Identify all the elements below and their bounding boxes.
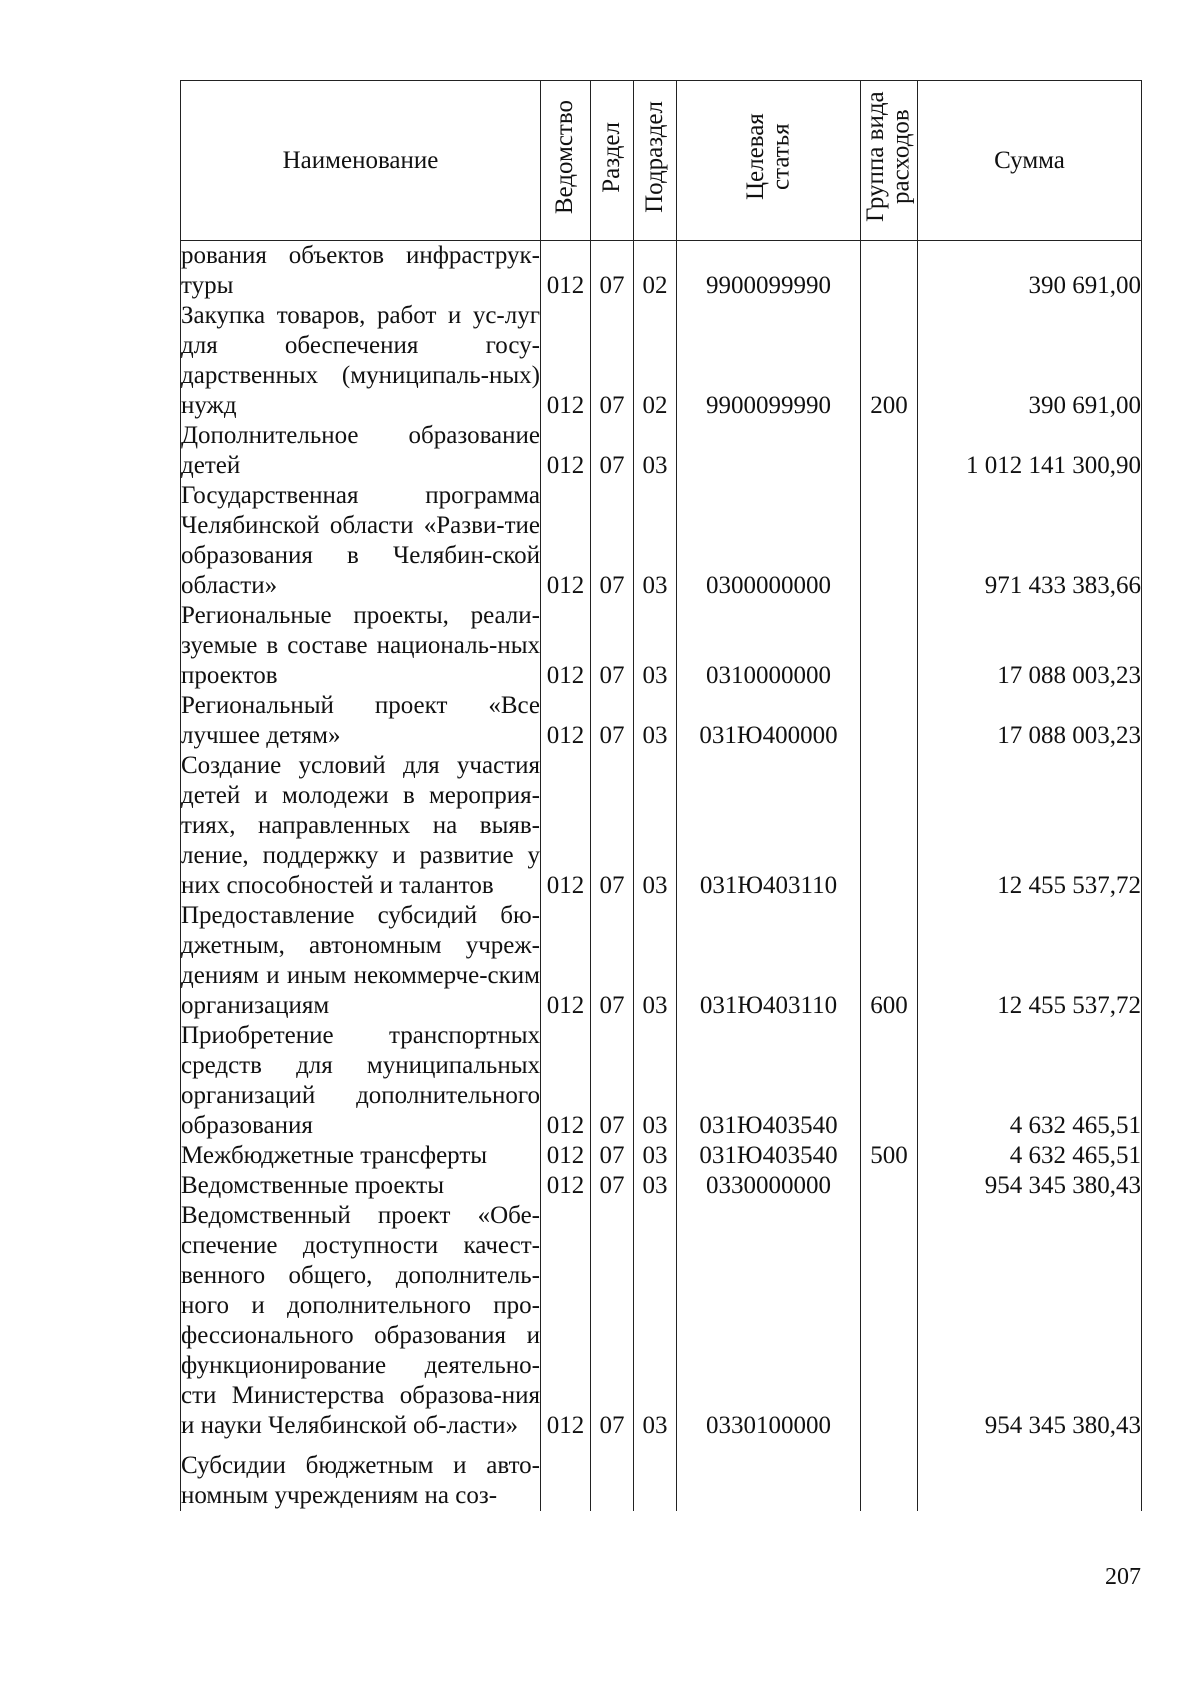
cell-subsection: 03 [634,901,677,1021]
cell-expense-group [861,481,918,601]
cell-target-article: 031Ю403540 [677,1141,861,1171]
cell-department: 012 [541,1021,591,1141]
cell-expense-group [861,421,918,481]
cell-name: Региональный проект «Все лучшее детям» [181,692,540,749]
cell-name: Закупка товаров, работ и ус-луг для обеспечения госу-дарственных (муниципаль-ных) нужд [181,302,540,419]
cell-subsection: 03 [634,601,677,691]
cell-amount: 390 691,00 [918,301,1142,421]
cell-department: 012 [541,601,591,691]
cell-department: 012 [541,481,591,601]
table-row [181,691,1142,751]
cell-expense-group: 500 [861,1141,918,1171]
cell-department: 012 [541,691,591,751]
cell-amount: 4 632 465,51 [918,1141,1142,1171]
cell-subsection: 03 [634,1201,677,1441]
cell-section: 07 [591,1201,634,1441]
cell-expense-group [861,241,918,302]
cell-target-article: 031Ю403110 [677,751,861,901]
cell-target-article: 9900099990 [677,241,861,302]
table-row [181,1441,1142,1511]
cell-expense-group [861,691,918,751]
cell-subsection: 03 [634,421,677,481]
table-row [181,751,1142,901]
cell-amount: 12 455 537,72 [918,901,1142,1021]
table-body [181,241,1142,1512]
cell-department: 012 [541,1201,591,1441]
cell-subsection: 03 [634,481,677,601]
cell-department: 012 [541,901,591,1021]
cell-expense-group [861,601,918,691]
cell-name: рования объектов инфраструк-туры [181,242,540,299]
cell-amount: 17 088 003,23 [918,691,1142,751]
cell-target-article: 9900099990 [677,301,861,421]
table-row [181,1171,1142,1201]
cell-target-article [677,1441,861,1511]
header-department: Ведомство [541,81,591,241]
cell-expense-group [861,751,918,901]
cell-section: 07 [591,901,634,1021]
cell-department [541,1441,591,1511]
cell-section: 07 [591,1171,634,1201]
header-subsection: Подраздел [634,81,677,241]
cell-subsection: 03 [634,751,677,901]
cell-section: 07 [591,481,634,601]
header-section: Раздел [591,81,634,241]
cell-target-article [677,421,861,481]
cell-target-article: 0330000000 [677,1171,861,1201]
cell-expense-group [861,1441,918,1511]
cell-name: Субсидии бюджетным и авто-номным учреждениям на соз- [181,1441,541,1511]
table-row [181,601,1142,691]
cell-section: 07 [591,421,634,481]
cell-section [591,1441,634,1511]
cell-section: 07 [591,751,634,901]
cell-target-article: 0330100000 [677,1201,861,1441]
header-name: Наименование [181,81,541,241]
cell-department: 012 [541,421,591,481]
cell-department: 012 [541,1171,591,1201]
header-expense-group: Группа вида расходов [861,81,918,241]
cell-section: 07 [591,1141,634,1171]
cell-target-article: 031Ю403110 [677,901,861,1021]
cell-amount: 954 345 380,43 [918,1201,1142,1441]
cell-amount [918,1441,1142,1511]
cell-amount: 954 345 380,43 [918,1171,1142,1201]
table-row [181,1141,1142,1171]
cell-expense-group [861,1171,918,1201]
cell-amount: 1 012 141 300,90 [918,421,1142,481]
cell-amount: 971 433 383,66 [918,481,1142,601]
cell-target-article: 031Ю400000 [677,691,861,751]
cell-name: Ведомственный проект «Обе-спечение доступности качест-венного общего, дополнитель-ного и дополнительного про-фессионального образования и функционирование деятельно-сти Министерства образова-ния и науки Челябинской об-ласти» [181,1202,540,1439]
cell-name: Региональные проекты, реали-зуемые в составе националь-ных проектов [181,602,540,689]
cell-department: 012 [541,1141,591,1171]
cell-name: Создание условий для участия детей и молодежи в мероприя-тиях, направленных на выяв-ление, поддержку и развитие у них способностей и талантов [181,752,540,899]
cell-subsection: 03 [634,691,677,751]
page-number: 207 [1105,1564,1141,1590]
cell-expense-group: 600 [861,901,918,1021]
cell-section: 07 [591,1021,634,1141]
cell-name: Приобретение транспортных средств для муниципальных организаций дополнительного образования [181,1022,540,1139]
cell-expense-group: 200 [861,301,918,421]
cell-subsection: 03 [634,1171,677,1201]
header-target-article: Целевая статья [677,81,861,241]
cell-target-article: 031Ю403540 [677,1021,861,1141]
cell-section: 07 [591,691,634,751]
cell-amount: 17 088 003,23 [918,601,1142,691]
cell-section: 07 [591,301,634,421]
cell-subsection: 02 [634,241,677,302]
cell-subsection: 03 [634,1021,677,1141]
table-row [181,421,1142,481]
budget-table [180,80,1142,1511]
cell-name: Предоставление субсидий бю-джетным, автономным учреж-дениям и иным некоммерче-ским организациям [181,902,540,1019]
table-row [181,901,1142,1021]
table-row [181,1201,1142,1441]
table-header-row [181,81,1142,241]
cell-section: 07 [591,601,634,691]
table-row [181,301,1142,421]
cell-subsection [634,1441,677,1511]
cell-amount: 390 691,00 [918,241,1142,302]
cell-target-article: 0310000000 [677,601,861,691]
cell-department: 012 [541,241,591,302]
cell-department: 012 [541,751,591,901]
cell-name: Дополнительное образование детей [181,422,540,479]
cell-expense-group [861,1021,918,1141]
cell-name: Ведомственные проекты [181,1171,541,1201]
table-row [181,481,1142,601]
cell-subsection: 02 [634,301,677,421]
cell-name: Межбюджетные трансферты [181,1141,541,1171]
cell-section: 07 [591,241,634,302]
cell-amount: 12 455 537,72 [918,751,1142,901]
cell-amount: 4 632 465,51 [918,1021,1142,1141]
table-row [181,241,1142,302]
cell-department: 012 [541,301,591,421]
table-row [181,1021,1142,1141]
cell-name: Государственная программа Челябинской области «Разви-тие образования в Челябин-ской области» [181,482,540,599]
cell-target-article: 0300000000 [677,481,861,601]
cell-expense-group [861,1201,918,1441]
header-amount: Сумма [918,81,1142,241]
cell-subsection: 03 [634,1141,677,1171]
